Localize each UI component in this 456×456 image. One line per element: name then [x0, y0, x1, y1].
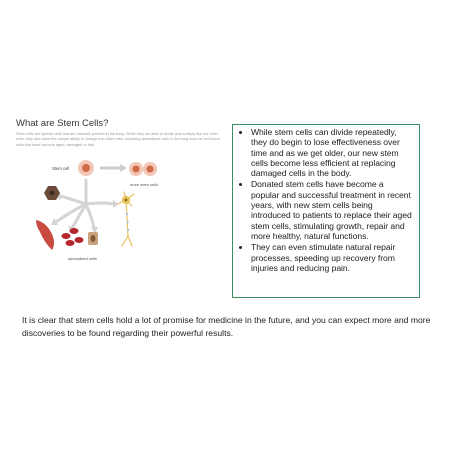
divide-arrow-icon — [100, 164, 127, 172]
stem-cell-label: Stem cell — [52, 166, 70, 171]
fact-bullet-donated-cells: • Donated stem cells have become a popular and successful treatment in recent years, with new stem cells being introduced to patients to replace their aged stem cells, stimulating growth, repair and more healthy, natural functions. — [251, 179, 413, 241]
nerve-cell-icon — [118, 192, 134, 246]
stem-cell-figure — [16, 118, 224, 278]
conclusion-paragraph: It is clear that stem cells hold a lot of promise for medicine in the future, and you can expect more and more discoveries to be found regarding their powerful results. — [22, 315, 431, 338]
red-blood-cells-icon — [62, 228, 84, 246]
fact-bullet-natural-repair: • They can even stimulate natural repair processes, speeding up recovery from injuries and reducing pain. — [251, 242, 413, 273]
stem-cell-diagram — [16, 156, 224, 278]
specialised-cells-label: specialised cells — [68, 256, 97, 261]
more-stem-cells-icon — [129, 162, 157, 176]
more-stem-cells-label: more stem cells — [130, 182, 159, 187]
facts-list — [237, 127, 413, 273]
figure-intro-text: Stem cells are special cells that are naturally present in the body. While they are able to divide and multiply like our other cells, they also have the unique ability to change into other cells, replacing specialised cells in the body such as red blood cells that have become aged, damaged or lost. — [16, 132, 220, 147]
differentiation-arrows-icon — [56, 180, 114, 228]
stem-cell-facts-callout — [232, 124, 420, 298]
stem-cell-icon — [78, 160, 94, 176]
bone-cell-icon — [88, 232, 98, 245]
fact-bullet-effectiveness: • While stem cells can divide repeatedly, they do begin to lose effectiveness over time and as we get older, our new stem cells become less efficient at replacing damaged cells in the body. — [251, 127, 413, 178]
figure-title: What are Stem Cells? — [16, 118, 109, 129]
